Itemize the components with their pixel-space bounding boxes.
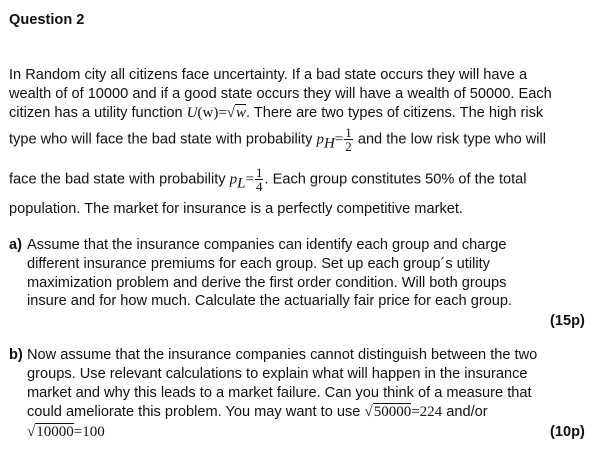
sqrt-50000: √50000 xyxy=(364,404,412,420)
prob-low-fraction xyxy=(255,166,264,193)
prob-high-den: 2 xyxy=(345,139,352,154)
sqrt-w: √w xyxy=(226,105,247,121)
intro-line-3-text: citizen has a utility function xyxy=(9,105,187,121)
part-a-line-4: insure and for how much. Calculate the actuarially fair price for each group. xyxy=(27,293,513,309)
part-b-line-4 xyxy=(27,403,488,422)
part-b-line-1: Now assume that the insurance companies cannot distinguish between the two xyxy=(27,347,538,363)
part-a-label: a) xyxy=(9,237,22,253)
part-a-line-1: Assume that the insurance companies can identify each group and charge xyxy=(27,237,507,253)
intro-line-5-text: face the bad state with probability xyxy=(9,171,230,188)
part-b-points: (10p) xyxy=(550,424,585,440)
sqrt-10000-value: =100 xyxy=(73,424,105,440)
part-b-line-2: groups. Use relevant calculations to explain what will happen in the insurance xyxy=(27,366,528,382)
part-b-line-5 xyxy=(27,423,105,442)
sqrt-10000: √10000 xyxy=(27,424,74,440)
sqrt-10000-arg: 10000 xyxy=(36,424,74,440)
prob-high-fraction xyxy=(344,126,353,153)
part-b-line-3: market and why this leads to a market failure. Can you think of a measure that xyxy=(27,385,532,401)
part-a-line-2: different insurance premiums for each group. Set up each group´s utility xyxy=(27,256,490,272)
intro-line-3 xyxy=(9,104,543,123)
part-a-line-3: maximization problem and derive the first order condition. Will both groups xyxy=(27,275,507,291)
prob-low-num: 1 xyxy=(255,165,263,180)
intro-line-6: population. The market for insurance is a perfectly competitive market. xyxy=(9,201,463,217)
prob-high-num: 1 xyxy=(345,125,352,140)
prob-low-symbol: p xyxy=(229,171,238,188)
prob-low-eq: = xyxy=(245,171,254,188)
intro-line-5 xyxy=(9,166,527,193)
intro-line-5-end: . Each group constitutes 50% of the total xyxy=(264,171,527,188)
intro-line-3-end: . There are two types of citizens. The high risk xyxy=(246,105,544,121)
intro-line-4 xyxy=(9,126,546,153)
utility-symbol: U xyxy=(186,105,198,121)
prob-high-symbol: p xyxy=(316,131,324,148)
part-b-line-4-end: and/or xyxy=(442,404,488,420)
utility-argument: (w)= xyxy=(197,105,227,121)
intro-line-4-text: type who will face the bad state with probability xyxy=(9,131,317,148)
intro-line-2: wealth of of 10000 and if a good state occurs they will have a wealth of 50000. Each xyxy=(9,86,552,102)
part-b-line-4-text: could ameliorate this problem. You may want to use xyxy=(27,404,365,420)
prob-high-subscript: H xyxy=(323,135,335,152)
question-title: Question 2 xyxy=(9,12,85,28)
part-a-points: (15p) xyxy=(550,313,585,329)
sqrt-w-arg: w xyxy=(236,105,247,121)
prob-low-den: 4 xyxy=(255,179,263,194)
sqrt-50000-value: =224 xyxy=(411,404,443,420)
part-b-label: b) xyxy=(9,347,23,363)
prob-low-subscript: L xyxy=(237,175,246,192)
sqrt-50000-arg: 50000 xyxy=(373,404,412,420)
prob-high-eq: = xyxy=(334,131,344,148)
intro-line-4-end: and the low risk type who will xyxy=(357,131,547,148)
intro-line-1: In Random city all citizens face uncertainty. If a bad state occurs they will have a xyxy=(9,67,528,83)
